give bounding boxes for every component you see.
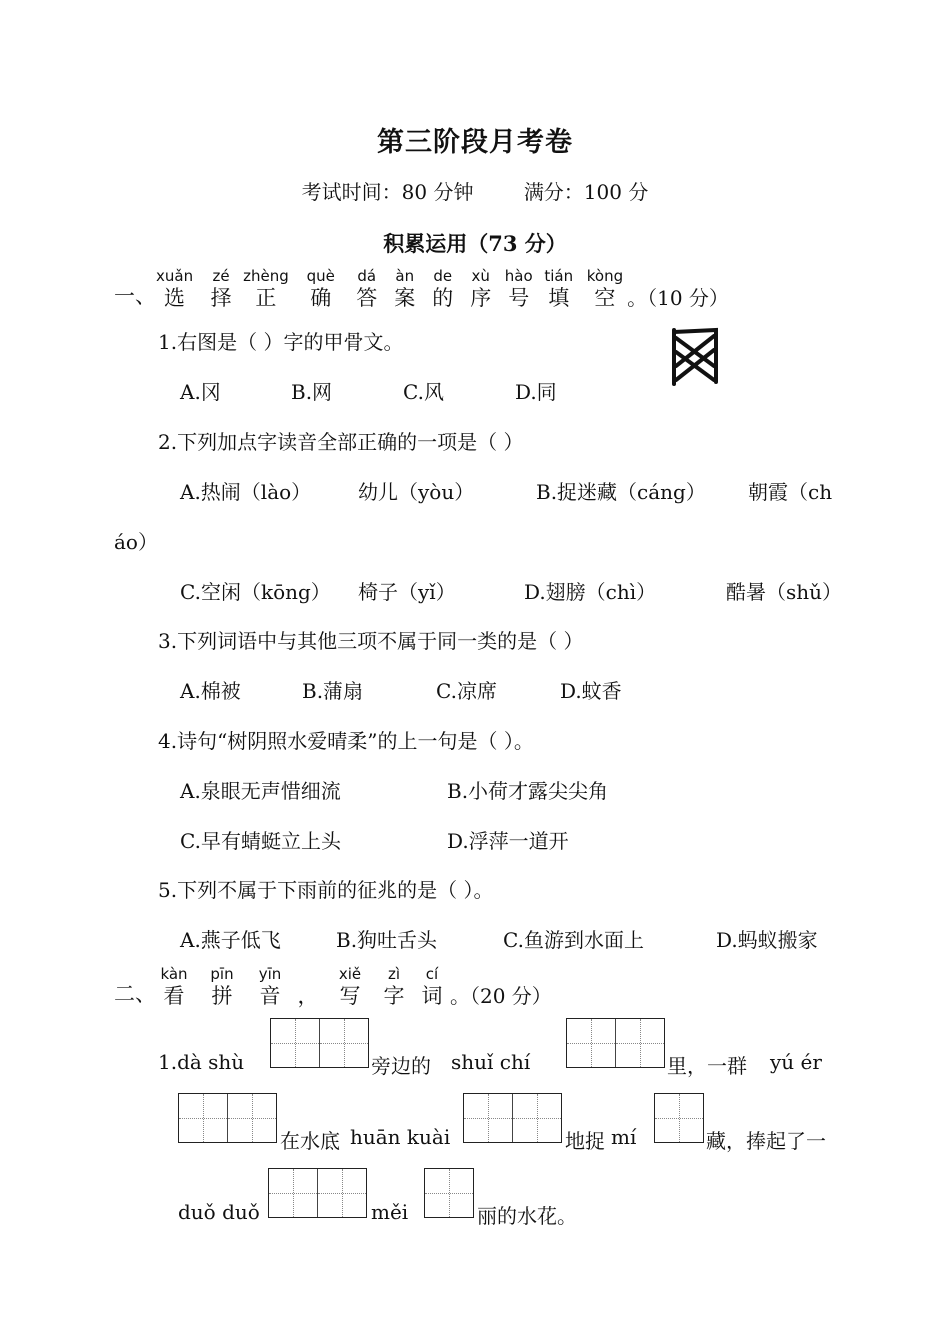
full-score: 满分：100 分 bbox=[523, 180, 649, 204]
q1-heading bbox=[114, 268, 729, 310]
answer-grid-mi[interactable] bbox=[654, 1093, 704, 1143]
hanzi: 看 bbox=[163, 984, 185, 1008]
q2-l1-text1: 旁边的 bbox=[371, 1054, 431, 1078]
pinyin: zhèng bbox=[243, 267, 289, 285]
pinyin: cí bbox=[425, 965, 439, 983]
q1-item5-optA: A.燕子低飞 bbox=[180, 928, 281, 952]
q1-ruby-char bbox=[203, 268, 239, 310]
q1-item5-optD: D.蚂蚁搬家 bbox=[716, 928, 818, 952]
q2-l3-text1: 丽的水花。 bbox=[477, 1204, 577, 1228]
q1-ruby-char bbox=[587, 268, 623, 310]
hanzi: 词 bbox=[421, 984, 443, 1008]
q2-ruby-char bbox=[204, 966, 240, 1008]
q2-ruby-char bbox=[332, 966, 368, 1008]
q1-item5-optC: C.鱼游到水面上 bbox=[503, 928, 644, 952]
q1-item2-optB2: 朝霞（ch bbox=[748, 480, 833, 504]
q1-item2-optC1: C.空闲（kōng） bbox=[180, 580, 331, 604]
pinyin: yīn bbox=[258, 965, 282, 983]
q2-ruby-char bbox=[376, 966, 412, 1008]
q1-item1-optC: C.风 bbox=[403, 380, 444, 404]
q2-l1-pinyin1: 1.dà shù bbox=[158, 1050, 245, 1074]
hanzi: 空 bbox=[594, 286, 616, 310]
hanzi: 填 bbox=[548, 286, 570, 310]
hanzi: 选 bbox=[164, 286, 186, 310]
q1-item2-optC2: 椅子（yǐ） bbox=[358, 580, 456, 604]
q2-l2-text2: 地捉 bbox=[565, 1129, 605, 1153]
q1-item2-optB1: B.捉迷藏（cáng） bbox=[536, 480, 706, 504]
q2-l2-text1: 在水底 bbox=[280, 1129, 340, 1153]
pinyin: pīn bbox=[210, 965, 234, 983]
exam-info bbox=[0, 176, 950, 205]
q1-item2-optA1: A.热闹（lào） bbox=[180, 480, 312, 504]
hanzi: 序 bbox=[470, 286, 492, 310]
pinyin: kàn bbox=[160, 965, 188, 983]
pinyin: dá bbox=[357, 267, 377, 285]
pinyin: tián bbox=[544, 267, 574, 285]
q1-item3-optC: C.凉席 bbox=[436, 679, 497, 703]
q2-l1-pinyin3: yú ér bbox=[770, 1050, 822, 1074]
hanzi: 案 bbox=[394, 286, 416, 310]
q1-ruby-char bbox=[303, 268, 339, 310]
pinyin bbox=[290, 966, 326, 984]
q1-item3-stem: 3.下列词语中与其他三项不属于同一类的是（ ） bbox=[158, 629, 584, 653]
q2-ruby bbox=[156, 965, 450, 1008]
answer-grid-dashu[interactable] bbox=[270, 1018, 369, 1068]
q1-item4-optC: C.早有蜻蜓立上头 bbox=[180, 829, 341, 853]
pinyin: de bbox=[433, 267, 453, 285]
q2-heading bbox=[114, 966, 552, 1008]
q1-item3-optD: D.蚊香 bbox=[560, 679, 622, 703]
pinyin: kòng bbox=[586, 267, 624, 285]
q1-item4-stem: 4.诗句“树阴照水爱晴柔”的上一句是（ ）。 bbox=[158, 729, 534, 753]
q1-tail: 。（10 分） bbox=[627, 286, 729, 310]
hanzi: 拼 bbox=[211, 984, 233, 1008]
hanzi: 字 bbox=[383, 984, 405, 1008]
q1-number: 一、 bbox=[114, 284, 156, 308]
pinyin: què bbox=[306, 267, 335, 285]
hanzi: 正 bbox=[255, 286, 277, 310]
q1-item3-optB: B.蒲扇 bbox=[302, 679, 364, 703]
pinyin: xiě bbox=[338, 965, 362, 983]
q1-ruby-char bbox=[425, 268, 461, 310]
hanzi: 写 bbox=[339, 984, 361, 1008]
q1-item5-optB: B.狗吐舌头 bbox=[336, 928, 438, 952]
pinyin: xù bbox=[471, 267, 490, 285]
q1-ruby-char bbox=[349, 268, 385, 310]
q1-ruby-char bbox=[156, 268, 193, 310]
q1-item4-optB: B.小荷才露尖尖角 bbox=[447, 779, 609, 803]
pinyin: hào bbox=[504, 267, 533, 285]
answer-grid-shuichi[interactable] bbox=[566, 1018, 665, 1068]
q1-item4-optA: A.泉眼无声惜细流 bbox=[180, 779, 341, 803]
answer-grid-huankuai[interactable] bbox=[463, 1093, 562, 1143]
q1-item2-optD1: D.翅膀（chì） bbox=[524, 580, 657, 604]
hanzi: ， bbox=[297, 984, 319, 1008]
hanzi: 择 bbox=[210, 286, 232, 310]
q2-tail: 。（20 分） bbox=[450, 984, 552, 1008]
q2-ruby-char bbox=[252, 966, 288, 1008]
q2-ruby-char bbox=[290, 966, 326, 1008]
answer-grid-yuer[interactable] bbox=[178, 1093, 277, 1143]
pinyin: àn bbox=[395, 267, 415, 285]
q2-l3-pinyin1: duǒ duǒ bbox=[178, 1200, 260, 1224]
hanzi: 的 bbox=[432, 286, 454, 310]
q1-item5-stem: 5.下列不属于下雨前的征兆的是（ ）。 bbox=[158, 878, 494, 902]
q2-l2-text3: 藏，捧起了一 bbox=[706, 1129, 826, 1153]
section-heading: 积累运用（73 分） bbox=[383, 231, 567, 256]
pinyin: zì bbox=[387, 965, 401, 983]
answer-grid-duoduo[interactable] bbox=[268, 1168, 367, 1218]
q1-item1-optB: B.网 bbox=[291, 380, 333, 404]
hanzi: 确 bbox=[310, 286, 332, 310]
q1-item1-optA: A.冈 bbox=[180, 380, 221, 404]
pinyin: zé bbox=[212, 267, 230, 285]
q2-l3-pinyin2: měi bbox=[371, 1200, 409, 1224]
q1-item4-optD: D.浮萍一道开 bbox=[447, 829, 569, 853]
q1-item2-stem: 2.下列加点字读音全部正确的一项是（ ） bbox=[158, 430, 524, 454]
oracle-bone-glyph bbox=[666, 326, 722, 388]
hanzi: 号 bbox=[508, 286, 530, 310]
q2-ruby-char bbox=[414, 966, 450, 1008]
q2-l1-text2: 里，一群 bbox=[667, 1054, 747, 1078]
q1-item2-optB2-wrap: áo） bbox=[114, 530, 158, 554]
q1-item1-stem: 1.右图是（ ）字的甲骨文。 bbox=[158, 330, 404, 354]
q1-ruby-char bbox=[541, 268, 577, 310]
q1-ruby-char bbox=[243, 268, 289, 310]
q1-item1-optD: D.同 bbox=[515, 380, 557, 404]
q2-l1-pinyin2: shuǐ chí bbox=[451, 1050, 531, 1074]
q2-number: 二、 bbox=[114, 982, 156, 1006]
q2-l2-pinyin1: huān kuài bbox=[350, 1125, 451, 1149]
page-title: 第三阶段月考卷 bbox=[377, 127, 573, 158]
hanzi: 答 bbox=[356, 286, 378, 310]
q2-l2-pinyin2: mí bbox=[611, 1125, 637, 1149]
answer-grid-mei[interactable] bbox=[424, 1168, 474, 1218]
q2-ruby-char bbox=[156, 966, 192, 1008]
q1-ruby-char bbox=[387, 268, 423, 310]
hanzi: 音 bbox=[259, 984, 281, 1008]
q1-ruby-char bbox=[501, 268, 537, 310]
q1-item2-optD2: 酷暑（shǔ） bbox=[726, 580, 843, 604]
q1-item2-optA2: 幼儿（yòu） bbox=[358, 480, 475, 504]
exam-time: 考试时间：80 分钟 bbox=[301, 180, 474, 204]
q1-item3-optA: A.棉被 bbox=[180, 679, 241, 703]
q1-ruby bbox=[156, 267, 627, 310]
q1-ruby-char bbox=[463, 268, 499, 310]
pinyin: xuǎn bbox=[156, 267, 194, 285]
